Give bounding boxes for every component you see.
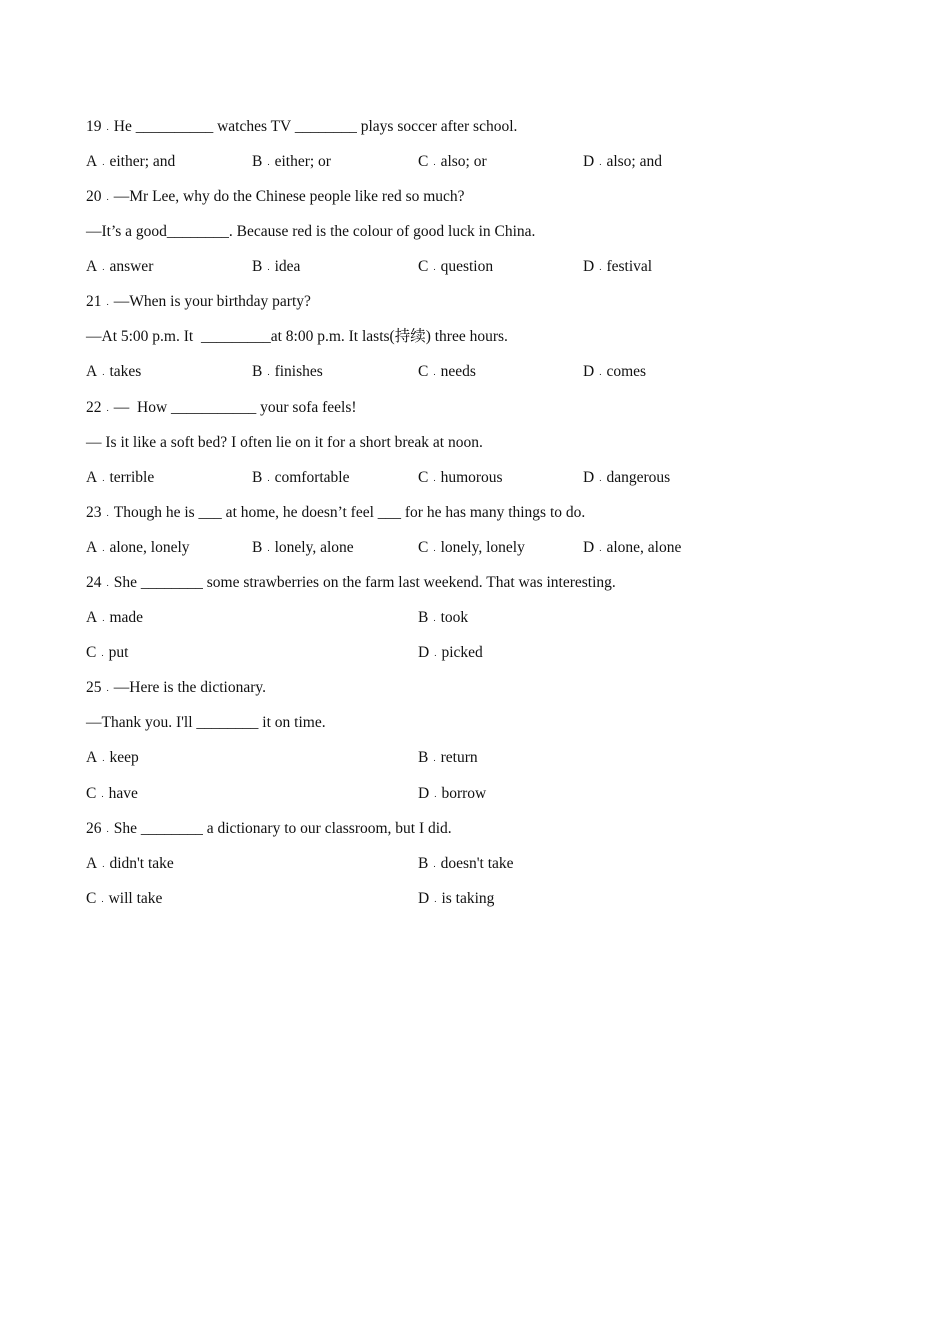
question-stem: Though he is ___ at home, he doesn’t feel ___ for he has many things to do. (113, 504, 586, 521)
option-d: D . also; and (583, 153, 662, 170)
option-d: D . dangerous (583, 469, 671, 486)
option-a: A . made (86, 609, 144, 626)
option-a: A . takes (86, 363, 142, 380)
question-24: 24 . She ________ some strawberries on the farm last weekend. That was interesting. (86, 574, 616, 591)
question-number: 24 (86, 574, 102, 591)
question-stem: She ________ a dictionary to our classroom, but I did. (113, 820, 452, 837)
option-a: A . keep (86, 749, 139, 766)
option-d: D . comes (583, 363, 647, 380)
question-26: 26 . She ________ a dictionary to our classroom, but I did. (86, 820, 452, 837)
question-22-reply: — Is it like a soft bed? I often lie on it for a short break at noon. (86, 434, 483, 451)
question-stem: —Mr Lee, why do the Chinese people like red so much? (113, 188, 465, 205)
question-25-reply: —Thank you. I'll ________ it on time. (86, 714, 326, 731)
option-b: B . lonely, alone (252, 539, 354, 556)
option-b: B . idea (252, 258, 301, 275)
question-22: 22 . — How ___________ your sofa feels! (86, 399, 357, 416)
question-number: 26 (86, 820, 102, 837)
question-stem: She ________ some strawberries on the farm last weekend. That was interesting. (113, 574, 616, 591)
question-number: 25 (86, 679, 102, 696)
question-number: 21 (86, 293, 102, 310)
option-c: C . needs (418, 363, 476, 380)
option-a: A . answer (86, 258, 154, 275)
option-c: C . lonely, lonely (418, 539, 525, 556)
question-number: 19 (86, 118, 102, 135)
question-19: 19 . He __________ watches TV ________ plays soccer after school. (86, 118, 518, 135)
question-number: 20 (86, 188, 102, 205)
question-stem: He __________ watches TV ________ plays soccer after school. (113, 118, 518, 135)
option-d: D . festival (583, 258, 653, 275)
option-c: C . also; or (418, 153, 487, 170)
question-23: 23 . Though he is ___ at home, he doesn’t feel ___ for he has many things to do. (86, 504, 586, 521)
option-c: C . have (86, 785, 138, 802)
option-c: C . put (86, 644, 129, 661)
option-d: D . picked (418, 644, 483, 661)
question-stem: —Here is the dictionary. (113, 679, 266, 696)
question-number: 23 (86, 504, 102, 521)
option-c: C . will take (86, 890, 163, 907)
option-b: B . comfortable (252, 469, 350, 486)
option-d: D . borrow (418, 785, 487, 802)
option-d: D . is taking (418, 890, 495, 907)
question-stem: —When is your birthday party? (113, 293, 311, 310)
option-a: A . terrible (86, 469, 155, 486)
option-b: B . finishes (252, 363, 323, 380)
option-a: A . didn't take (86, 855, 174, 872)
option-c: C . humorous (418, 469, 503, 486)
question-20: 20 . —Mr Lee, why do the Chinese people like red so much? (86, 188, 465, 205)
question-stem: — How ___________ your sofa feels! (113, 399, 357, 416)
question-number: 22 (86, 399, 102, 416)
option-b: B . either; or (252, 153, 331, 170)
question-21: 21 . —When is your birthday party? (86, 293, 311, 310)
option-b: B . return (418, 749, 478, 766)
option-b: B . took (418, 609, 469, 626)
option-a: A . either; and (86, 153, 176, 170)
option-b: B . doesn't take (418, 855, 514, 872)
option-a: A . alone, lonely (86, 539, 190, 556)
question-21-reply: —At 5:00 p.m. It _________at 8:00 p.m. It lasts(持续) three hours. (86, 328, 508, 345)
question-20-reply: —It’s a good________. Because red is the colour of good luck in China. (86, 223, 536, 240)
option-c: C . question (418, 258, 494, 275)
question-25: 25 . —Here is the dictionary. (86, 679, 266, 696)
option-d: D . alone, alone (583, 539, 682, 556)
